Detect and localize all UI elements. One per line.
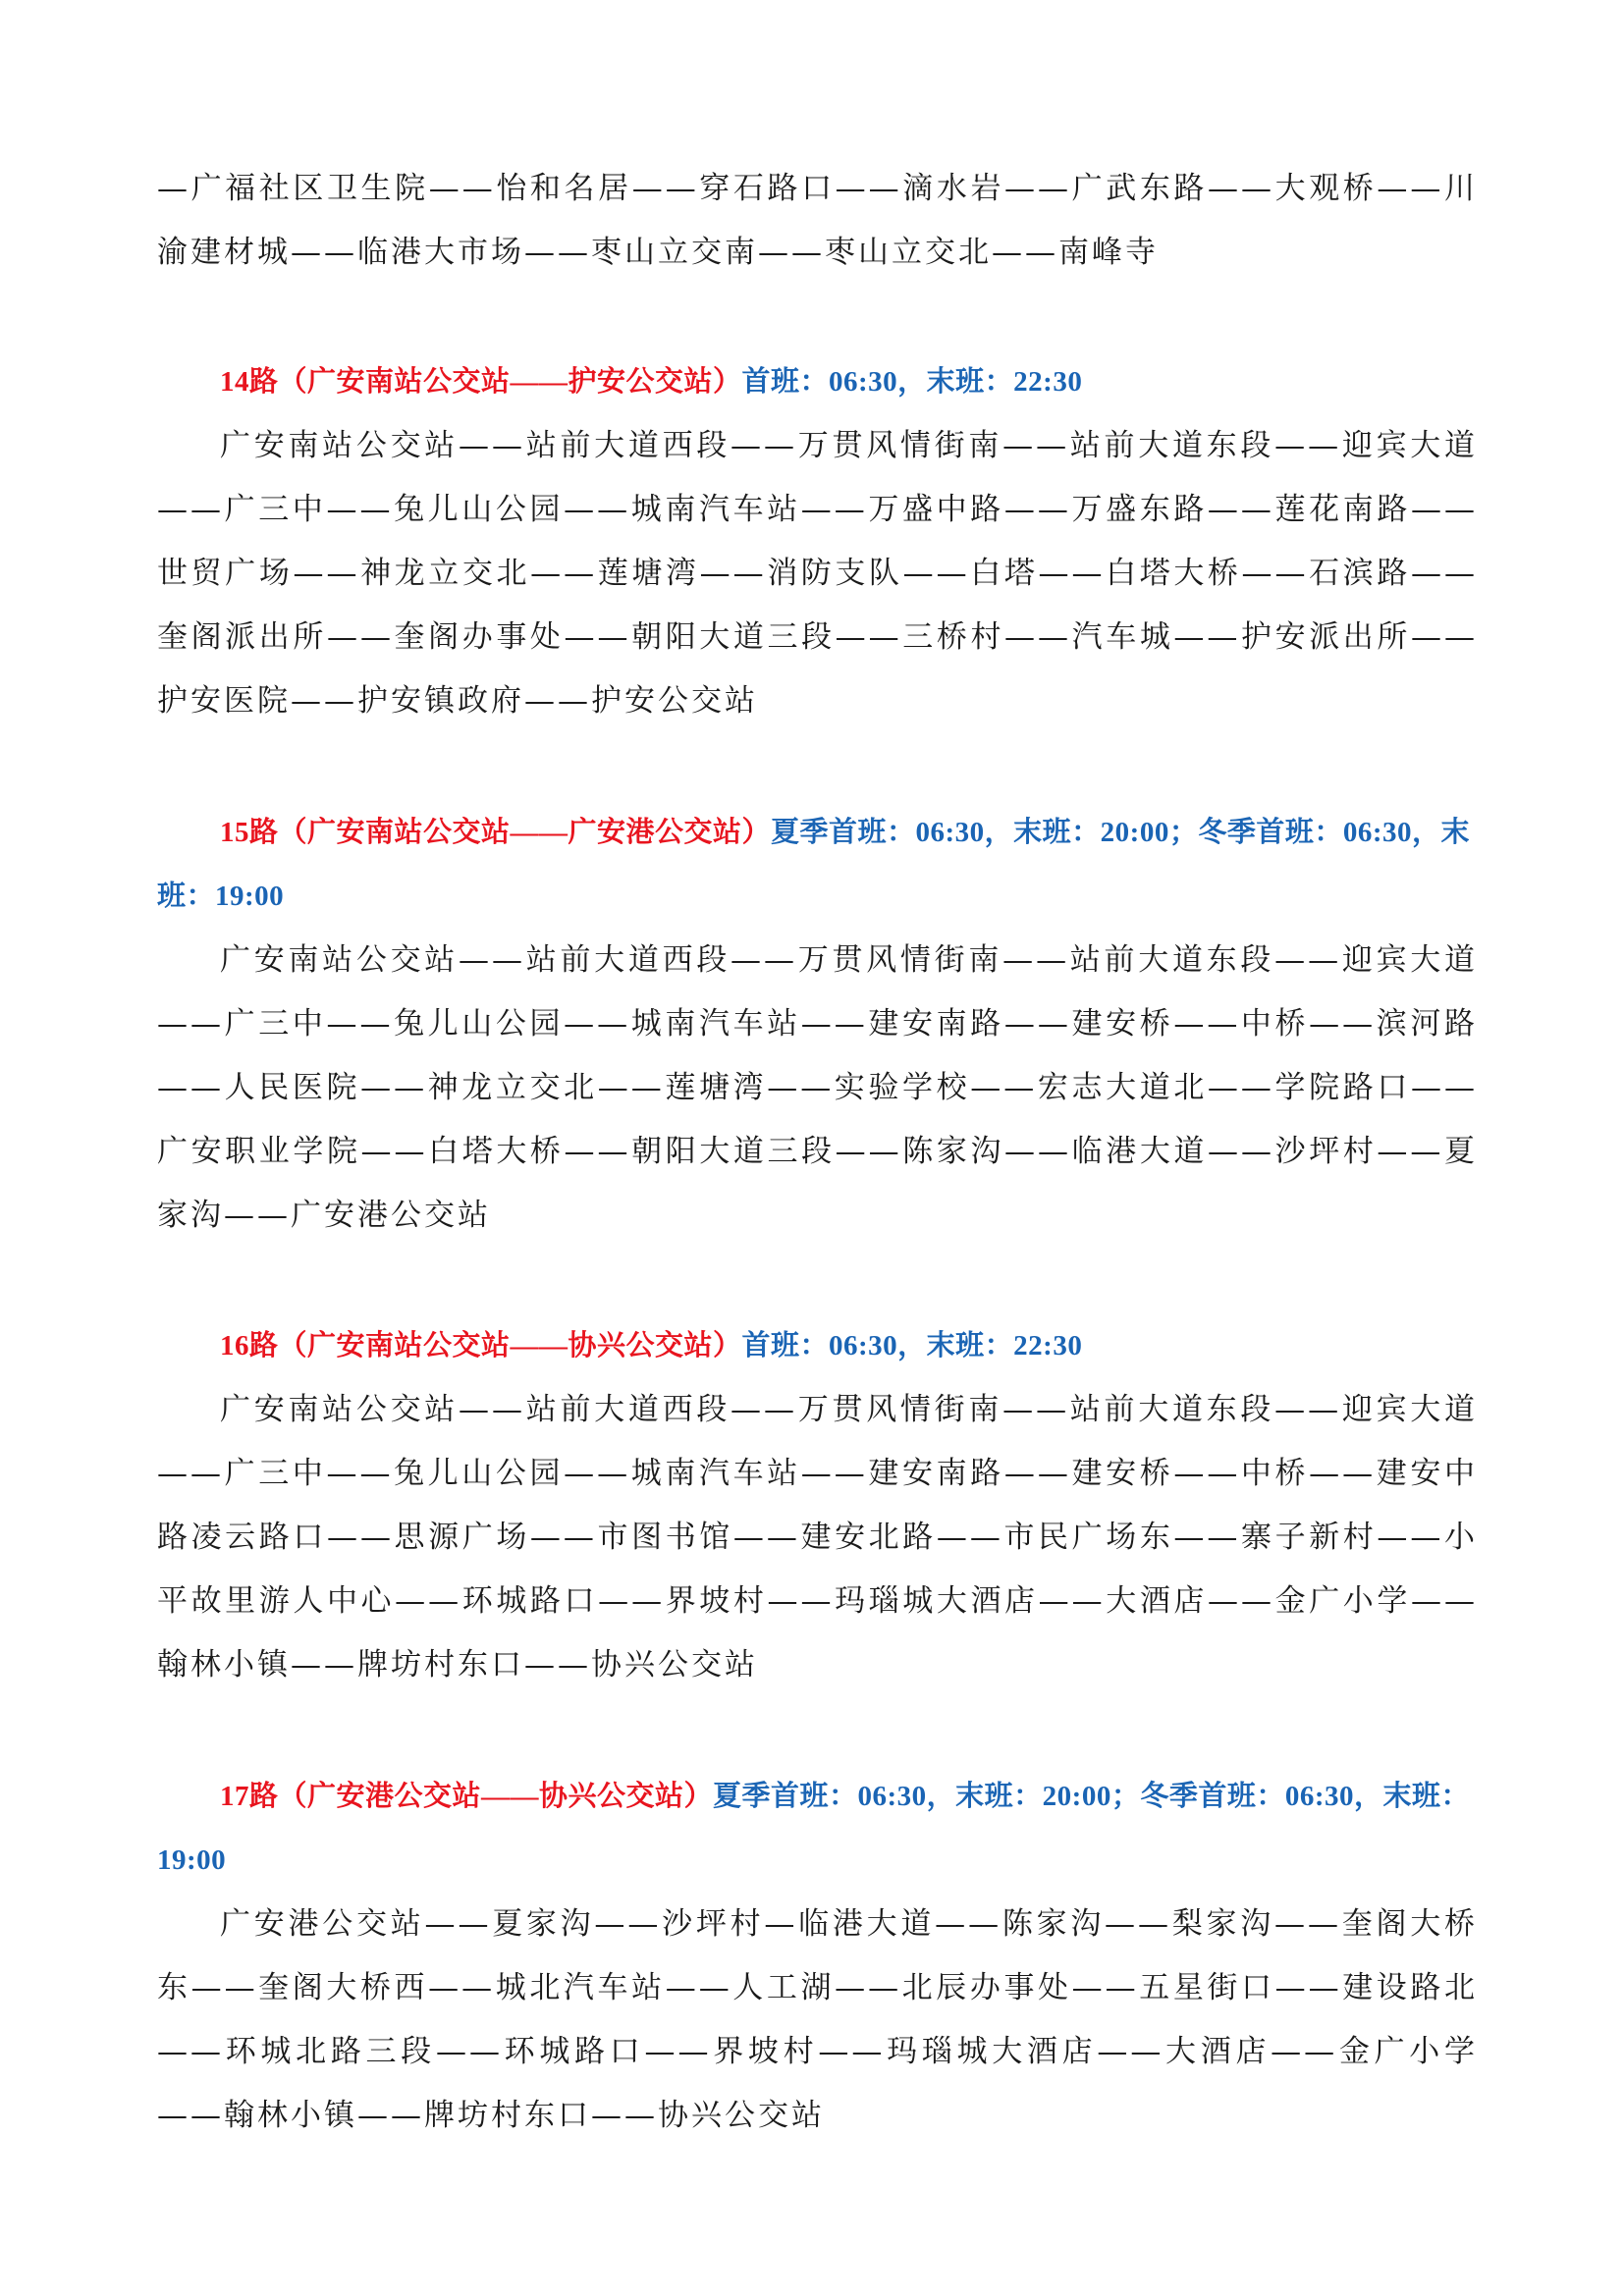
route-15-block <box>157 801 1478 1248</box>
route-17-block <box>157 1765 1478 2148</box>
route-16-block <box>157 1314 1478 1697</box>
document-page <box>157 0 1478 2296</box>
route-15-schedule: 夏季首班：06:30，末班：20:00；冬季首班：06:30，末班：19:00 <box>157 817 1470 912</box>
route-15-stops: 广安南站公交站——站前大道西段——万贯风情街南——站前大道东段——迎宾大道——广三中——兔儿山公园——城南汽车站——建安南路——建安桥——中桥——滨河路——人民医院——神龙立交北——莲塘湾——实验学校——宏志大道北——学院路口——广安职业学院——白塔大桥——朝阳大道三段——陈家沟——临港大道——沙坪村——夏家沟——广安港公交站 <box>157 942 1478 1233</box>
route-16-name: 16路（广安南站公交站——协兴公交站） <box>220 1330 742 1362</box>
route-17-name: 17路（广安港公交站——协兴公交站） <box>220 1781 714 1812</box>
continuation-stops: —广福社区卫生院——怡和名居——穿石路口——滴水岩——广武东路——大观桥——川渝建材城——临港大市场——枣山立交南——枣山立交北——南峰寺 <box>157 171 1478 270</box>
route-14-stops: 广安南站公交站——站前大道西段——万贯风情街南——站前大道东段——迎宾大道——广三中——兔儿山公园——城南汽车站——万盛中路——万盛东路——莲花南路——世贸广场——神龙立交北——莲塘湾——消防支队——白塔——白塔大桥——石滨路——奎阁派出所——奎阁办事处——朝阳大道三段——三桥村——汽车城——护安派出所——护安医院——护安镇政府——护安公交站 <box>157 428 1478 719</box>
route-15-heading <box>157 801 1478 929</box>
route-17-stops: 广安港公交站——夏家沟——沙坪村—临港大道——陈家沟——梨家沟——奎阁大桥东——奎阁大桥西——城北汽车站——人工湖——北辰办事处——五星街口——建设路北——环城北路三段——环城路口——界坡村——玛瑙城大酒店——大酒店——金广小学——翰林小镇——牌坊村东口——协兴公交站 <box>157 1906 1478 2133</box>
route-15-name: 15路（广安南站公交站——广安港公交站） <box>220 817 772 848</box>
route-16-stops: 广安南站公交站——站前大道西段——万贯风情街南——站前大道东段——迎宾大道——广三中——兔儿山公园——城南汽车站——建安南路——建安桥——中桥——建安中路凌云路口——思源广场——市图书馆——建安北路——市民广场东——寨子新村——小平故里游人中心——环城路口——界坡村——玛瑙城大酒店——大酒店——金广小学——翰林小镇——牌坊村东口——协兴公交站 <box>157 1392 1478 1682</box>
route-14-heading <box>157 350 1478 414</box>
route-14-schedule: 首班：06:30，末班：22:30 <box>741 366 1083 398</box>
route-17-schedule: 夏季首班：06:30，末班：20:00；冬季首班：06:30，末班：19:00 <box>157 1781 1470 1876</box>
route-14-block <box>157 350 1478 733</box>
route-17-heading <box>157 1765 1478 1893</box>
route-14-name: 14路（广安南站公交站——护安公交站） <box>220 366 742 398</box>
route-16-schedule: 首班：06:30，末班：22:30 <box>741 1330 1083 1362</box>
route-16-heading <box>157 1314 1478 1378</box>
